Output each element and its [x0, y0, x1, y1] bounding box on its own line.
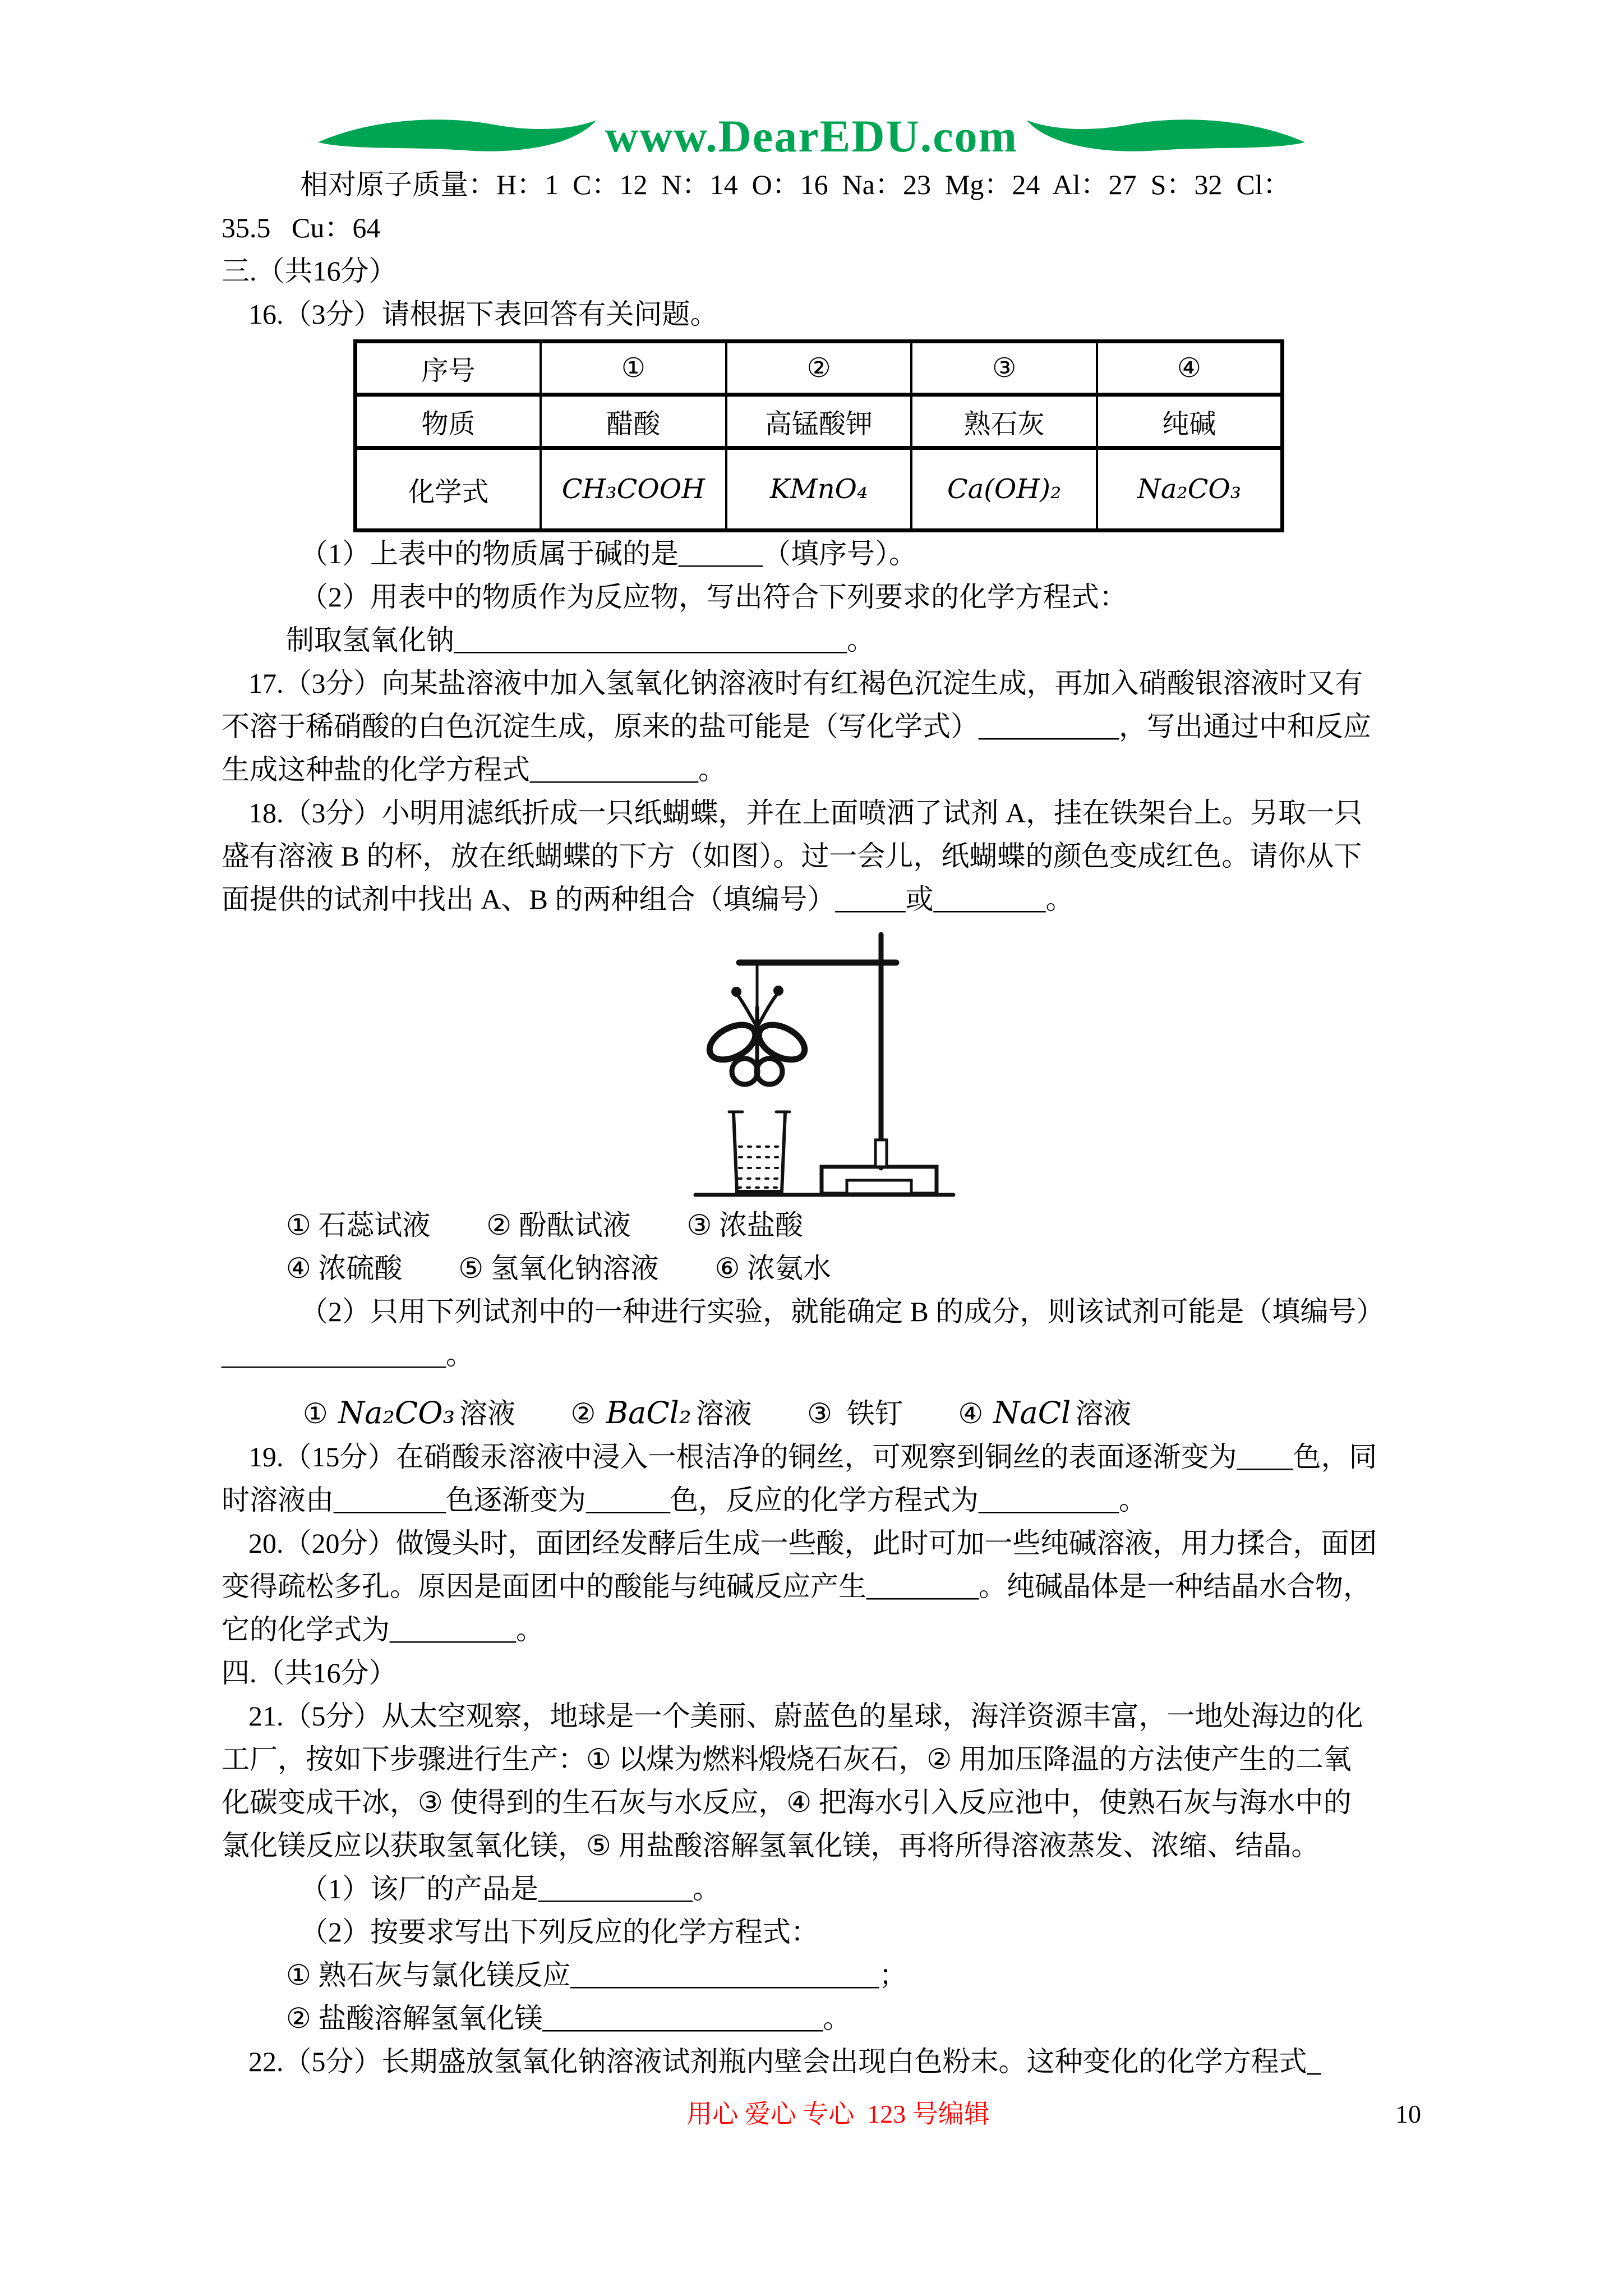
- page-footer: [222, 2092, 1455, 2136]
- liquid-dots: [738, 1147, 781, 1188]
- site-logo: [296, 109, 1327, 163]
- logo-swoosh-right-icon: [1026, 109, 1306, 163]
- beaker: [729, 1112, 790, 1191]
- apparatus-figure: [690, 923, 959, 1204]
- option-item: [303, 1395, 516, 1430]
- q17-line3: 生成这种盐的化学方程式____________。: [222, 754, 726, 785]
- option-number: ③: [807, 1398, 832, 1429]
- option-number: ④: [958, 1398, 984, 1429]
- option-number: ②: [570, 1398, 596, 1429]
- q19-line2: 时溶液由________色逐渐变为______色，反应的化学方程式为__________。: [222, 1484, 1147, 1516]
- q21-eq1: ① 熟石灰与氯化镁反应______________________；: [286, 1959, 907, 1991]
- option-suffix: 铁钉: [846, 1398, 903, 1429]
- formula-cell: Na₂CO₃: [1097, 448, 1283, 531]
- formula-cell: Ca(OH)₂: [911, 448, 1097, 531]
- option-item: [570, 1395, 752, 1430]
- option-item: [807, 1398, 903, 1429]
- formula-cell: CH₃COOH: [541, 448, 726, 531]
- q18-reagent-list-row2: ④ 浓硫酸 ⑤ 氢氧化钠溶液 ⑥ 浓氨水: [286, 1253, 831, 1284]
- formula-cell: KMnO₄: [726, 448, 912, 531]
- q17-line1: 17.（3分）向某盐溶液中加入氢氧化钠溶液时有红褐色沉淀生成，再加入硝酸银溶液时又有: [248, 668, 1363, 699]
- q18-part2-blank-line: ________________。: [222, 1339, 474, 1370]
- section-four-title: 四.（共16分）: [222, 1657, 397, 1688]
- q16-part1: （1）上表中的物质属于碱的是______（填序号）。: [300, 538, 917, 569]
- q22-line1: 22.（5分）长期盛放氢氧化钠溶液试剂瓶内壁会出现白色粉末。这种变化的化学方程式_: [248, 2046, 1321, 2077]
- q21-eq2: ② 盐酸溶解氢氧化镁____________________。: [286, 2003, 851, 2034]
- q21-line4: 氯化镁反应以获取氢氧化镁，⑤ 用盐酸溶解氢氧化镁，再将所得溶液蒸发、浓缩、结晶。: [222, 1830, 1320, 1861]
- option-item: [958, 1395, 1132, 1430]
- q16-stem: 16.（3分）请根据下表回答有关问题。: [248, 298, 718, 330]
- q18-line2: 盛有溶液 B 的杯，放在纸蝴蝶的下方（如图）。过一会儿，纸蝴蝶的颜色变成红色。请你从下: [222, 840, 1362, 872]
- q18-line3: 面提供的试剂中找出 A、B 的两种组合（填编号）_____或________。: [222, 884, 1074, 915]
- document-body: [0, 163, 1623, 2136]
- logo-text: www.DearEDU.com: [605, 111, 1018, 162]
- option-suffix: 溶液: [695, 1398, 752, 1429]
- q20-line1: 20.（20分）做馒头时，面团经发酵后生成一些酸，此时可加一些纯碱溶液，用力揉合，面团: [248, 1527, 1377, 1559]
- q20-line2: 变得疏松多孔。原因是面团中的酸能与纯碱反应产生________。纯碱晶体是一种结晶水合物，: [222, 1571, 1371, 1602]
- table-cell: 熟石灰: [911, 395, 1097, 448]
- q17-line2: 不溶于稀硝酸的白色沉淀生成，原来的盐可能是（写化学式）__________，写出通过中和反应: [222, 711, 1371, 742]
- q16-part2: （2）用表中的物质作为反应物，写出符合下列要求的化学方程式：: [300, 581, 1127, 613]
- q21-part1: （1）该厂的产品是___________。: [300, 1873, 721, 1904]
- logo-swoosh-left-icon: [317, 109, 597, 163]
- table-header-cell: ④: [1097, 342, 1283, 395]
- table-row: [356, 342, 1283, 395]
- q16-substance-table: [353, 339, 1284, 532]
- atomic-masses-line1: 相对原子质量：H：1 C：12 N：14 O：16 Na：23 Mg：24 Al：27 S：32 Cl：: [300, 169, 1291, 200]
- q21-line2: 工厂，按如下步骤进行生产：① 以煤为燃料煅烧石灰石，② 用加压降温的方法使产生的二氧: [222, 1743, 1352, 1775]
- q18-part2-line1: （2）只用下列试剂中的一种进行实验，就能确定 B 的成分，则该试剂可能是（填编号）: [300, 1296, 1385, 1327]
- table-header-cell: ②: [726, 342, 912, 395]
- table-row: [356, 448, 1283, 531]
- option-number: ①: [303, 1398, 328, 1429]
- table-cell: 物质: [356, 395, 541, 448]
- table-header-cell: ①: [541, 342, 726, 395]
- atomic-masses-line2: 35.5 Cu：64: [222, 212, 381, 243]
- table-cell: 纯碱: [1097, 395, 1283, 448]
- section-three-title: 三.（共16分）: [222, 255, 397, 287]
- q18-reagent-list-row1: ① 石蕊试液 ② 酚酞试液 ③ 浓盐酸: [286, 1209, 803, 1241]
- q21-part2: （2）按要求写出下列反应的化学方程式：: [300, 1916, 819, 1948]
- option-suffix: 溶液: [459, 1398, 516, 1429]
- option-formula: BaCl₂: [606, 1395, 691, 1430]
- option-formula: Na₂CO₃: [338, 1395, 455, 1430]
- table-header-cell: ③: [911, 342, 1097, 395]
- table-cell: 醋酸: [541, 395, 726, 448]
- q19-line1: 19.（15分）在硝酸汞溶液中浸入一根洁净的铜丝，可观察到铜丝的表面逐渐变为____色，同: [248, 1441, 1377, 1473]
- q20-line3: 它的化学式为_________。: [222, 1614, 544, 1645]
- table-cell: 高锰酸钾: [726, 395, 912, 448]
- option-suffix: 溶液: [1075, 1398, 1132, 1429]
- option-formula: NaCl: [993, 1395, 1071, 1430]
- table-cell: 化学式: [356, 448, 541, 531]
- footer-motto: 用心 爱心 专心 123 号编辑: [686, 2100, 990, 2128]
- table-header-cell: 序号: [356, 342, 541, 395]
- q21-line3: 化碳变成干冰，③ 使得到的生石灰与水反应，④ 把海水引入反应池中，使熟石灰与海水中的: [222, 1787, 1352, 1818]
- q21-line1: 21.（5分）从太空观察，地球是一个美丽、蔚蓝色的星球，海洋资源丰富，一地处海边的化: [248, 1700, 1363, 1732]
- q16-part2-blank-line: 制取氢氧化钠____________________________。: [286, 624, 875, 656]
- table-row: [356, 395, 1283, 448]
- q18-option-list: [222, 1391, 1455, 1435]
- q18-line1: 18.（3分）小明用滤纸折成一只纸蝴蝶，并在上面喷洒了试剂 A，挂在铁架台上。另取一只: [248, 797, 1363, 829]
- page-number: 10: [1395, 2100, 1421, 2128]
